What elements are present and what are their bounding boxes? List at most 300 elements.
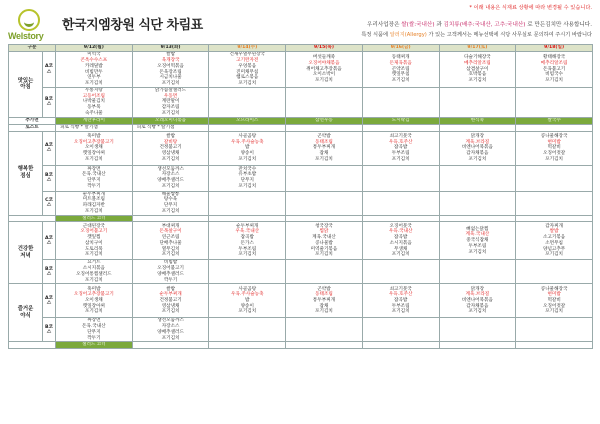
menu-item: 포기김치 bbox=[238, 309, 257, 315]
menu-item: 현미밥 bbox=[547, 292, 561, 298]
menu-item: 감자조림 bbox=[161, 105, 180, 111]
menu-item: 건정불고기 bbox=[159, 297, 182, 303]
menu-item: 포기김치 bbox=[391, 252, 410, 258]
menu-item: 포기김치 bbox=[545, 78, 563, 84]
menu-item: 갈비탕 bbox=[163, 139, 178, 145]
course-label: B코스 bbox=[43, 260, 56, 284]
side-bar-cell: 한식죽 bbox=[439, 117, 516, 124]
menu-item: 포기김치 bbox=[161, 309, 180, 315]
menu-cell bbox=[132, 131, 209, 165]
menu-item: 건정불고기 bbox=[159, 145, 182, 151]
menu-item: 단무지 bbox=[87, 329, 101, 335]
menu-item: 떡갈비 bbox=[547, 145, 561, 151]
menu-item: 흑미밥 bbox=[87, 286, 101, 292]
menu-item: 카레덮밥 bbox=[84, 63, 103, 69]
menu-item: 포기김치 bbox=[84, 277, 103, 283]
menu-cell bbox=[362, 52, 439, 88]
menu-item: 자장소스 bbox=[161, 324, 180, 330]
menu-item: 포기김치 bbox=[468, 249, 487, 255]
meal-group-label bbox=[9, 222, 43, 284]
menu-item: 포기김치 bbox=[84, 208, 103, 214]
menu-item: 햄로스볶음 bbox=[236, 75, 259, 81]
menu-item: 포기김치 bbox=[84, 252, 103, 258]
menu-item: 곤약밥 bbox=[317, 133, 331, 139]
menu-item: 돈육.국내산 bbox=[82, 172, 106, 178]
salad-label: 샐러드 코너 bbox=[56, 342, 133, 349]
menu-item: 단배추나물 bbox=[159, 240, 182, 246]
menu-item: 짜장면 bbox=[87, 318, 101, 324]
menu-item: 포기김치 bbox=[161, 208, 180, 214]
menu-item: 숙주나물 bbox=[84, 110, 103, 116]
menu-cell bbox=[56, 318, 133, 342]
menu-cell bbox=[516, 165, 593, 191]
menu-item: 버섯들깨죽 bbox=[312, 55, 336, 61]
menu-item: 우육.주사슬농축 bbox=[231, 139, 264, 145]
salad-label: 샐러드 코너 bbox=[56, 215, 133, 222]
day-header: 9/12(월) bbox=[56, 45, 133, 52]
menu-item: 잡곡밥 bbox=[240, 235, 254, 241]
day-header: 9/14(수) bbox=[209, 45, 286, 52]
menu-cell bbox=[516, 131, 593, 165]
menu-item: 오징어뭇국 bbox=[389, 223, 412, 229]
salad-cell bbox=[286, 342, 363, 349]
menu-item: 순두부찌개 bbox=[236, 223, 259, 229]
day-header-row bbox=[9, 45, 593, 52]
change-notice: * 이래 내용은 식재료 상황에 따라 변경될 수 있습니다. bbox=[469, 5, 592, 11]
menu-item: 잡채 bbox=[319, 151, 329, 157]
menu-item: 밥 bbox=[245, 145, 250, 151]
menu-item: 현미밥 bbox=[547, 139, 561, 145]
menu-item: 동태찌개 bbox=[391, 55, 410, 61]
menu-item: 비빔국수 bbox=[545, 72, 563, 78]
menu-cell bbox=[209, 284, 286, 318]
course-row bbox=[9, 222, 593, 260]
salad-spacer bbox=[9, 215, 56, 222]
menu-item: 포기김치 bbox=[315, 78, 333, 84]
menu-cell bbox=[209, 131, 286, 165]
menu-item: 중국식잡채 bbox=[466, 238, 489, 244]
menu-item: 돈제육볶음 bbox=[389, 60, 412, 66]
menu-item: 단무지 bbox=[87, 178, 101, 184]
menu-item: 포기김치 bbox=[84, 156, 103, 162]
menu-cell bbox=[439, 131, 516, 165]
origin-prefix: 우리사업장은 bbox=[367, 22, 400, 28]
menu-item: 비빔만두 bbox=[84, 69, 103, 75]
menu-item: 깻잎장아찌 bbox=[82, 303, 105, 309]
menu-cell bbox=[516, 191, 593, 215]
menu-item: 잡곡밥 bbox=[394, 297, 408, 303]
menu-item: 고기완자전 bbox=[236, 58, 259, 64]
menu-cell bbox=[362, 191, 439, 215]
menu-cell bbox=[362, 260, 439, 284]
menu-item: 계란말이 bbox=[161, 99, 180, 105]
menu-item: 소고기볶음 bbox=[543, 235, 566, 241]
menu-item: 쇠고기뭇국 bbox=[389, 286, 412, 292]
menu-cell bbox=[439, 284, 516, 318]
side-bar-cell: 오므라이스 bbox=[209, 117, 286, 124]
menu-item: 포기김치 bbox=[161, 80, 180, 86]
meal-group-line2: 점심 bbox=[20, 173, 31, 180]
menu-item: 파래김자반 bbox=[82, 203, 105, 209]
menu-item: 잡채 bbox=[319, 303, 329, 309]
menu-item: 삼치구이 bbox=[84, 240, 103, 246]
menu-item: 깍두기 bbox=[87, 335, 101, 341]
day-header: 9/15(목) bbox=[286, 45, 363, 52]
header bbox=[0, 0, 600, 44]
menu-cell bbox=[362, 131, 439, 165]
menu-cell bbox=[132, 191, 209, 215]
menu-cell bbox=[286, 191, 363, 215]
menu-item: 포기김치 bbox=[161, 252, 180, 258]
toast-label: 토스트 bbox=[9, 124, 56, 131]
menu-item: 오징어야채볶음 bbox=[308, 60, 340, 66]
menu-item: 포기김치 bbox=[468, 309, 487, 315]
menu-item: 탕수육 bbox=[163, 197, 178, 203]
menu-cell bbox=[286, 165, 363, 191]
course-label: C코스 bbox=[43, 191, 56, 215]
menu-item: 오징어고추장불고기 bbox=[73, 292, 114, 298]
menu-item: 짜장면 bbox=[87, 166, 101, 172]
menu-item: 오이생채 bbox=[84, 145, 103, 151]
course-row bbox=[9, 52, 593, 88]
menu-item: 포기김치 bbox=[545, 309, 563, 315]
menu-item: 통두부찌개 bbox=[312, 145, 336, 151]
menu-item: 포기김치 bbox=[238, 183, 257, 189]
menu-item: 사골곰탕 bbox=[238, 286, 257, 292]
menu-item: 닭개장 bbox=[470, 286, 485, 292]
menu-item: 감자찌개 bbox=[545, 223, 563, 229]
menu-item: 오징어불고기 bbox=[80, 229, 108, 235]
toast-option bbox=[439, 124, 516, 131]
course-label: A코스 bbox=[43, 222, 56, 260]
menu-cell bbox=[56, 191, 133, 215]
course-row bbox=[9, 260, 593, 284]
day-header: 9/16(금) bbox=[362, 45, 439, 52]
meal-group-label bbox=[9, 131, 43, 215]
menu-item: 잡곡밥 bbox=[394, 235, 408, 241]
salad-cell bbox=[286, 215, 363, 222]
menu-cell bbox=[209, 88, 286, 118]
menu-item: 부대찌개 bbox=[161, 223, 180, 229]
menu-item: 사골곰탕 bbox=[238, 133, 257, 139]
menu-item: 포기김치 bbox=[161, 335, 180, 341]
menu-item: 누룽지탕 bbox=[84, 88, 103, 93]
menu-item: 돈육.국내산 bbox=[82, 324, 106, 330]
menu-item: 계육.브라질 bbox=[465, 292, 490, 298]
menu-item: 동태조림 bbox=[315, 139, 333, 145]
menu-cell bbox=[286, 318, 363, 342]
menu-item: 양송이 bbox=[240, 303, 254, 309]
toast-option: 피로 식빵 * 딸기잼 bbox=[132, 124, 209, 131]
menu-item: 동태조림 bbox=[315, 292, 333, 298]
menu-item: 포기김치 bbox=[391, 309, 410, 315]
menu-item: 잡곡밥 bbox=[394, 145, 408, 151]
salad-cell bbox=[132, 215, 209, 222]
menu-item: 우엉볶음 bbox=[238, 63, 257, 69]
menu-item: 두부조림 bbox=[238, 246, 257, 252]
menu-item: 두부조림 bbox=[468, 243, 487, 249]
menu-item: 오징어고추장불고기 bbox=[73, 139, 114, 145]
menu-item: 황태해장국 bbox=[543, 55, 566, 61]
menu-cell bbox=[132, 284, 209, 318]
menu-cell bbox=[286, 88, 363, 118]
salad-cell bbox=[362, 342, 439, 349]
menu-item: 단무지 bbox=[240, 178, 254, 184]
menu-cell bbox=[439, 165, 516, 191]
menu-item: 포기김치 bbox=[238, 252, 257, 258]
menu-item: 곤약밥 bbox=[317, 286, 331, 292]
course-label: B코스 bbox=[43, 318, 56, 342]
meal-group-line2: 아침 bbox=[20, 84, 31, 91]
menu-cell bbox=[209, 52, 286, 88]
menu-item: 닭가슴살샐러드 bbox=[155, 88, 187, 93]
menu-cell bbox=[132, 52, 209, 88]
menu-cell bbox=[209, 191, 286, 215]
day-header: 9/17(토) bbox=[439, 45, 516, 52]
course-label: B코스 bbox=[43, 165, 56, 191]
menu-item: 쇠고기뭇국 bbox=[389, 133, 412, 139]
meal-group-line1: 건강한 bbox=[17, 246, 34, 253]
menu-item: 포기김치 bbox=[315, 252, 333, 258]
menu-item: 동부묵 bbox=[87, 105, 101, 111]
menu-item: 깻잎찜 bbox=[87, 235, 101, 241]
menu-item: 오징어떡볶음 bbox=[157, 63, 184, 69]
menu-item: 오징어통찜샐러드 bbox=[76, 271, 112, 277]
menu-item: 포기김치 bbox=[468, 156, 487, 162]
menu-item: 도토리묵 bbox=[84, 246, 103, 252]
menu-item: 유부초밥 bbox=[238, 172, 257, 178]
menu-cell bbox=[56, 88, 133, 118]
menu-item: 우육.호주산 bbox=[388, 139, 413, 145]
toast-option bbox=[209, 124, 286, 131]
menu-item: 영삼냉채 bbox=[161, 303, 180, 309]
menu-item: 감자채볶음 bbox=[466, 303, 489, 309]
menu-item: 단무지 bbox=[163, 203, 178, 209]
menu-cell bbox=[209, 165, 286, 191]
course-row bbox=[9, 318, 593, 342]
menu-cell bbox=[362, 88, 439, 118]
menu-cell bbox=[56, 131, 133, 165]
menu-item: 양념고추무 bbox=[543, 246, 566, 252]
menu-item: 포기김치 bbox=[161, 156, 180, 162]
corner-header: 구분 bbox=[9, 45, 56, 52]
menu-item: 미트볼조림 bbox=[82, 197, 105, 203]
toast-option bbox=[516, 124, 593, 131]
menu-item: 소시지볶음 bbox=[389, 240, 412, 246]
menu-item: 포기김치 bbox=[545, 252, 563, 258]
menu-item: 오징어젓갈 bbox=[543, 303, 566, 309]
menu-item: 메추리알조림 bbox=[464, 60, 491, 66]
menu-cell bbox=[516, 284, 593, 318]
side-bar-row bbox=[9, 117, 593, 124]
menu-cell bbox=[56, 165, 133, 191]
allergy-notice bbox=[361, 31, 592, 38]
menu-item: 양송이 bbox=[240, 151, 254, 157]
menu-item: 호박볶음 bbox=[468, 72, 487, 78]
logo-mark-icon bbox=[18, 9, 40, 31]
menu-item: 쌀밥 bbox=[166, 52, 176, 58]
menu-item: 비엔나어묵볶음 bbox=[461, 297, 493, 303]
menu-item: 뼈없는닭찜 bbox=[466, 226, 489, 232]
menu-item: 육개장국 bbox=[161, 58, 180, 64]
menu-item: 계육.브라질 bbox=[465, 139, 490, 145]
menu-item: 우육.주사슬농축 bbox=[231, 292, 264, 298]
menu-item: 영삼냉채 bbox=[161, 151, 180, 157]
menu-item: 깍두기 bbox=[87, 183, 101, 189]
origin-suffix: 로 만든김치만 사용합니다. bbox=[527, 22, 592, 28]
menu-cell bbox=[286, 284, 363, 318]
menu-item: 떡갈비 bbox=[547, 297, 561, 303]
meal-group-line2: 저녁 bbox=[20, 252, 31, 259]
menu-item: 깻잎무침 bbox=[391, 72, 410, 78]
menu-cell bbox=[132, 222, 209, 260]
menu-cell bbox=[439, 52, 516, 88]
menu-item: 우동면 bbox=[163, 93, 178, 99]
salad-cell bbox=[209, 215, 286, 222]
side-bar-cell: 계란후라이 bbox=[56, 117, 133, 124]
toast-option bbox=[286, 124, 363, 131]
menu-item: 쌀밥 bbox=[549, 229, 559, 235]
menu-item: 콩나물해장국 bbox=[540, 133, 568, 139]
salad-cell bbox=[439, 215, 516, 222]
salad-spacer bbox=[9, 342, 56, 349]
menu-item: 다슬기해장국 bbox=[464, 55, 491, 61]
menu-cell bbox=[132, 318, 209, 342]
course-label: A코스 bbox=[43, 131, 56, 165]
menu-cell bbox=[362, 284, 439, 318]
course-row bbox=[9, 165, 593, 191]
menu-item: 비엔나어묵볶음 bbox=[461, 145, 493, 151]
menu-item: 소면무침 bbox=[545, 240, 563, 246]
menu-item: 흑미밥 bbox=[87, 133, 101, 139]
menu-item: 순두부찌개 bbox=[159, 292, 182, 298]
menu-item: 근대된장국 bbox=[82, 223, 105, 229]
menu-item: 깻잎장아찌 bbox=[82, 151, 105, 157]
menu-item: 연근조림 bbox=[161, 235, 180, 241]
menu-cell bbox=[132, 165, 209, 191]
menu-cell bbox=[56, 260, 133, 284]
menu-item: 포기김치 bbox=[545, 156, 563, 162]
menu-item: 포기김치 bbox=[84, 309, 103, 315]
menu-cell bbox=[439, 88, 516, 118]
salad-cell bbox=[439, 342, 516, 349]
menu-item: 해물짬뽕 bbox=[161, 191, 180, 197]
toast-row bbox=[9, 124, 593, 131]
menu-cell bbox=[516, 222, 593, 260]
side-bar-cell: 쌀국수 bbox=[516, 117, 593, 124]
menu-item: 콩나물밥 bbox=[315, 240, 333, 246]
menu-cell bbox=[286, 131, 363, 165]
menu-item: 감자채볶음 bbox=[466, 151, 489, 157]
menu-item: 오이생채 bbox=[84, 297, 103, 303]
salad-cell bbox=[132, 342, 209, 349]
course-label: A코스 bbox=[43, 284, 56, 318]
menu-cell bbox=[56, 52, 133, 88]
origin-conj: 과 bbox=[436, 22, 442, 28]
menu-item: 소시지볶음 bbox=[82, 266, 105, 272]
salad-cell bbox=[209, 342, 286, 349]
salad-cell bbox=[516, 215, 593, 222]
menu-item: 쌀밥 bbox=[166, 286, 176, 292]
menu-cell bbox=[286, 52, 363, 88]
menu-cell bbox=[362, 318, 439, 342]
menu-item: 고등어조림 bbox=[82, 93, 105, 99]
menu-item: 잔치국수 bbox=[238, 166, 257, 172]
menu-item: 포기김치 bbox=[161, 183, 180, 189]
menu-table bbox=[8, 44, 593, 349]
menu-item: 포기김치 bbox=[238, 80, 257, 86]
menu-item: 우육.국내산 bbox=[388, 229, 413, 235]
menu-item: 계육.국내산 bbox=[312, 235, 336, 241]
menu-cell bbox=[56, 284, 133, 318]
menu-item: 비빔밥 bbox=[163, 260, 178, 266]
menu-item: 곤약조림 bbox=[391, 66, 410, 72]
allergy-highlight: 알러지(Allergy) bbox=[389, 32, 427, 38]
origin-rice: 쌀(쌀:국내산) bbox=[401, 22, 435, 28]
toast-option bbox=[362, 124, 439, 131]
menu-item: 자장소스 bbox=[161, 172, 180, 178]
menu-cell bbox=[209, 318, 286, 342]
menu-item: 닭개장 bbox=[470, 133, 485, 139]
salad-row bbox=[9, 342, 593, 349]
menu-item: 요거트 bbox=[87, 260, 101, 266]
day-header: 9/18(일) bbox=[516, 45, 593, 52]
page-title: 한국지엠창원 식단 차림표 bbox=[62, 18, 203, 33]
origin-kimchi: 김치류(배추:국내산, 고추:국내산) bbox=[443, 22, 526, 28]
menu-item: 돈가스 bbox=[240, 240, 254, 246]
menu-item: 돈육장조림 bbox=[159, 69, 182, 75]
menu-item: 메추리알조림 bbox=[540, 60, 568, 66]
meal-group-line1: 행복한 bbox=[17, 166, 34, 173]
menu-cell bbox=[439, 222, 516, 260]
menu-item: 생선모둠까스 bbox=[157, 318, 184, 324]
menu-item: 연두부 bbox=[87, 75, 101, 81]
day-header: 9/13(화) bbox=[132, 45, 209, 52]
menu-item: 포기김치 bbox=[315, 156, 333, 162]
course-label: A코스 bbox=[43, 52, 56, 88]
menu-cell bbox=[439, 318, 516, 342]
meal-group-line1: 즐거운 bbox=[17, 306, 34, 313]
toast-option: 피로 식빵 * 딸기잼 bbox=[56, 124, 133, 131]
menu-item: 밥 bbox=[245, 297, 250, 303]
menu-item: 찜닭 bbox=[319, 229, 329, 235]
meal-group-label bbox=[9, 52, 43, 118]
menu-item: 양배추샐러드 bbox=[157, 178, 184, 184]
course-row bbox=[9, 131, 593, 165]
menu-cell bbox=[209, 260, 286, 284]
menu-cell bbox=[439, 191, 516, 215]
course-row bbox=[9, 88, 593, 118]
menu-item: 건새우열무된장국 bbox=[229, 52, 266, 58]
menu-item: 포기김치 bbox=[315, 309, 333, 315]
menu-item: 오이소박이 bbox=[312, 72, 336, 78]
menu-item: 두부조림 bbox=[391, 303, 410, 309]
menu-cell bbox=[516, 318, 593, 342]
course-row bbox=[9, 191, 593, 215]
side-bar-cell: 삼선우동 bbox=[286, 117, 363, 124]
menu-item: 포기김치 bbox=[161, 110, 180, 116]
menu-item: 포기김치 bbox=[391, 78, 410, 84]
menu-item: 돈육불고기 bbox=[543, 66, 566, 72]
meal-group-line2: 야식 bbox=[20, 312, 31, 319]
meal-group-line1: 맛있는 bbox=[17, 77, 34, 84]
allergy-prefix: 특정 식품에 bbox=[361, 32, 389, 38]
course-label: B코스 bbox=[43, 88, 56, 118]
menu-item: 두부조림 bbox=[391, 151, 410, 157]
menu-item: 진미채무침 bbox=[236, 69, 259, 75]
menu-cell bbox=[516, 260, 593, 284]
menu-item: 삼겹살구이 bbox=[466, 66, 489, 72]
